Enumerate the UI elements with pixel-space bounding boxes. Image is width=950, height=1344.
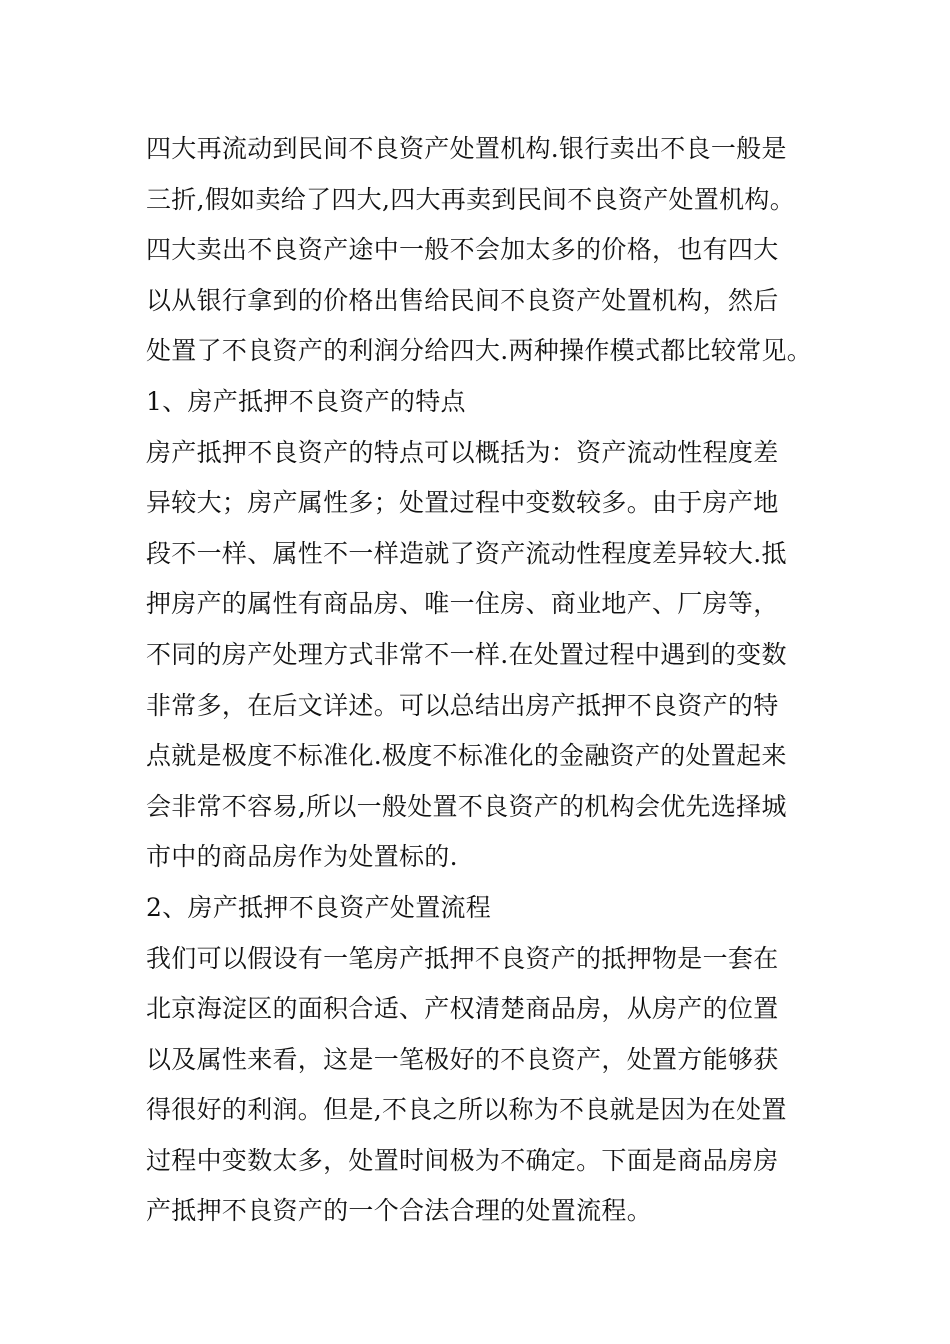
text-line: 异较大；房产属性多；处置过程中变数较多。由于房产地 [146,488,779,518]
text-line: 四大卖出不良资产途中一般不会加太多的价格，也有四大 [146,235,779,265]
text-line: 会非常不容易,所以一般处置不良资产的机构会优先选择城 [146,791,787,821]
section-heading-1: 1、房产抵押不良资产的特点 [146,386,466,416]
text-line: 得很好的利润。但是,不良之所以称为不良就是因为在处置 [146,1095,787,1125]
text-line: 三折,假如卖给了四大,四大再卖到民间不良资产处置机构。 [146,184,795,214]
text-line: 市中的商品房作为处置标的. [146,842,458,872]
text-line: 我们可以假设有一笔房产抵押不良资产的抵押物是一套在 [146,943,779,973]
text-line: 不同的房产处理方式非常不一样.在处置过程中遇到的变数 [146,639,787,669]
text-line: 过程中变数太多，处置时间极为不确定。下面是商品房房 [146,1145,779,1175]
text-line: 房产抵押不良资产的特点可以概括为：资产流动性程度差 [146,437,779,467]
text-line: 以从银行拿到的价格出售给民间不良资产处置机构，然后 [146,285,779,315]
text-line: 点就是极度不标准化.极度不标准化的金融资产的处置起来 [146,741,787,771]
body-text [146,124,826,1237]
text-line: 产抵押不良资产的一个合法合理的处置流程。 [146,1196,653,1226]
text-line: 四大再流动到民间不良资产处置机构.银行卖出不良一般是 [146,134,787,163]
text-line: 段不一样、属性不一样造就了资产流动性程度差异较大.抵 [146,538,787,568]
text-line: 押房产的属性有商品房、唯一住房、商业地产、厂房等， [146,589,779,619]
text-line: 处置了不良资产的利润分给四大.两种操作模式都比较常见。 [146,336,813,366]
text-line: 以及属性来看，这是一笔极好的不良资产，处置方能够获 [146,1044,779,1074]
text-line: 北京海淀区的面积合适、产权清楚商品房，从房产的位置 [146,994,779,1024]
text-line: 非常多，在后文详述。可以总结出房产抵押不良资产的特 [146,690,779,720]
section-heading-2: 2、房产抵押不良资产处置流程 [146,892,492,922]
